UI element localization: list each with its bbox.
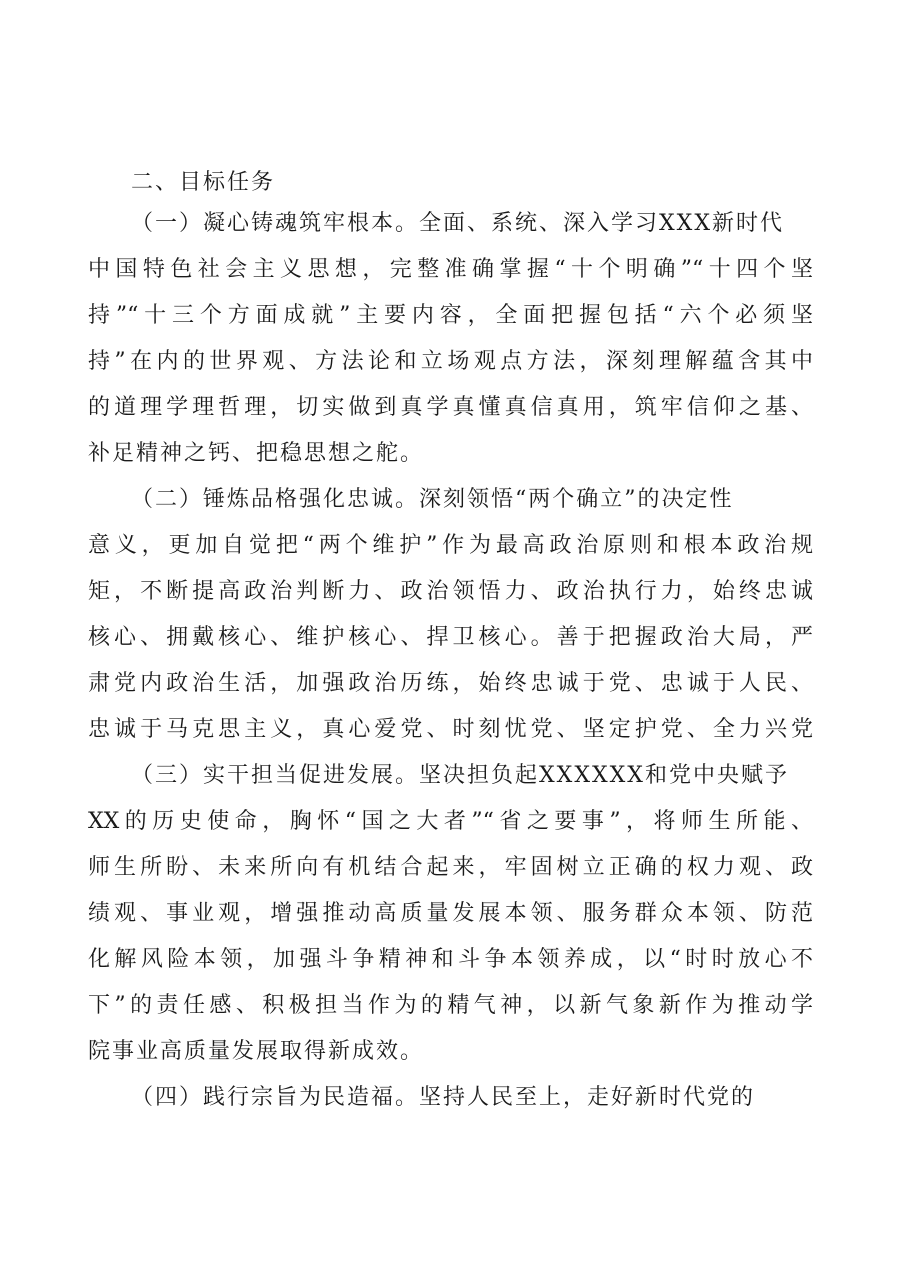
paragraph-4-line-1: （四）践行宗旨为民造福。坚持人民至上，走好新时代党的 [131, 1085, 756, 1110]
paragraph-1-line-5: 的道理学理哲理，切实做到真学真懂真信真用，筑牢信仰之基、 [88, 395, 813, 420]
paragraph-1-line-6: 补足精神之钙、把稳思想之舵。 [88, 441, 425, 466]
paragraph-2-line-2: 意义，更加自觉把“两个维护”作为最高政治原则和根本政治规 [88, 533, 813, 558]
paragraph-3-line-5: 化解风险本领，加强斗争精神和斗争本领养成，以“时时放心不 [88, 947, 813, 972]
paragraph-2-line-1: （二）锤炼品格强化忠诚。深刻领悟“两个确立”的决定性 [131, 487, 734, 512]
paragraph-1-line-4: 持”在内的世界观、方法论和立场观点方法，深刻理解蕴含其中 [88, 349, 813, 374]
paragraph-1-line-3: 持”“十三个方面成就”主要内容，全面把握包括“六个必须坚 [88, 303, 813, 328]
paragraph-2-line-4: 核心、拥戴核心、维护核心、捍卫核心。善于把握政治大局，严 [88, 625, 813, 650]
paragraph-3-line-4: 绩观、事业观，增强推动高质量发展本领、服务群众本领、防范 [88, 901, 813, 926]
paragraph-3-line-3: 师生所盼、未来所向有机结合起来，牢固树立正确的权力观、政 [88, 855, 813, 880]
paragraph-1-line-1: （一）凝心铸魂筑牢根本。全面、系统、深入学习XXX新时代 [131, 211, 784, 236]
paragraph-2-line-5: 肃党内政治生活，加强政治历练，始终忠诚于党、忠诚于人民、 [88, 671, 813, 696]
paragraph-2-line-3: 矩，不断提高政治判断力、政治领悟力、政治执行力，始终忠诚 [88, 579, 813, 604]
paragraph-3-line-7: 院事业高质量发展取得新成效。 [88, 1039, 425, 1064]
paragraph-2-line-6: 忠诚于马克思主义，真心爱党、时刻忧党、坚定护党、全力兴党 [88, 717, 813, 742]
paragraph-3-line-6: 下”的责任感、积极担当作为的精气神，以新气象新作为推动学 [88, 993, 813, 1018]
paragraph-3-line-1: （三）实干担当促进发展。坚决担负起XXXXXX和党中央赋予 [131, 763, 789, 788]
section-heading: 二、目标任务 [131, 170, 276, 195]
paragraph-3-line-2: XX的历史使命，胸怀“国之大者”“省之要事”，将师生所能、 [88, 809, 813, 834]
paragraph-1-line-2: 中国特色社会主义思想，完整准确掌握“十个明确”“十四个坚 [88, 257, 813, 282]
